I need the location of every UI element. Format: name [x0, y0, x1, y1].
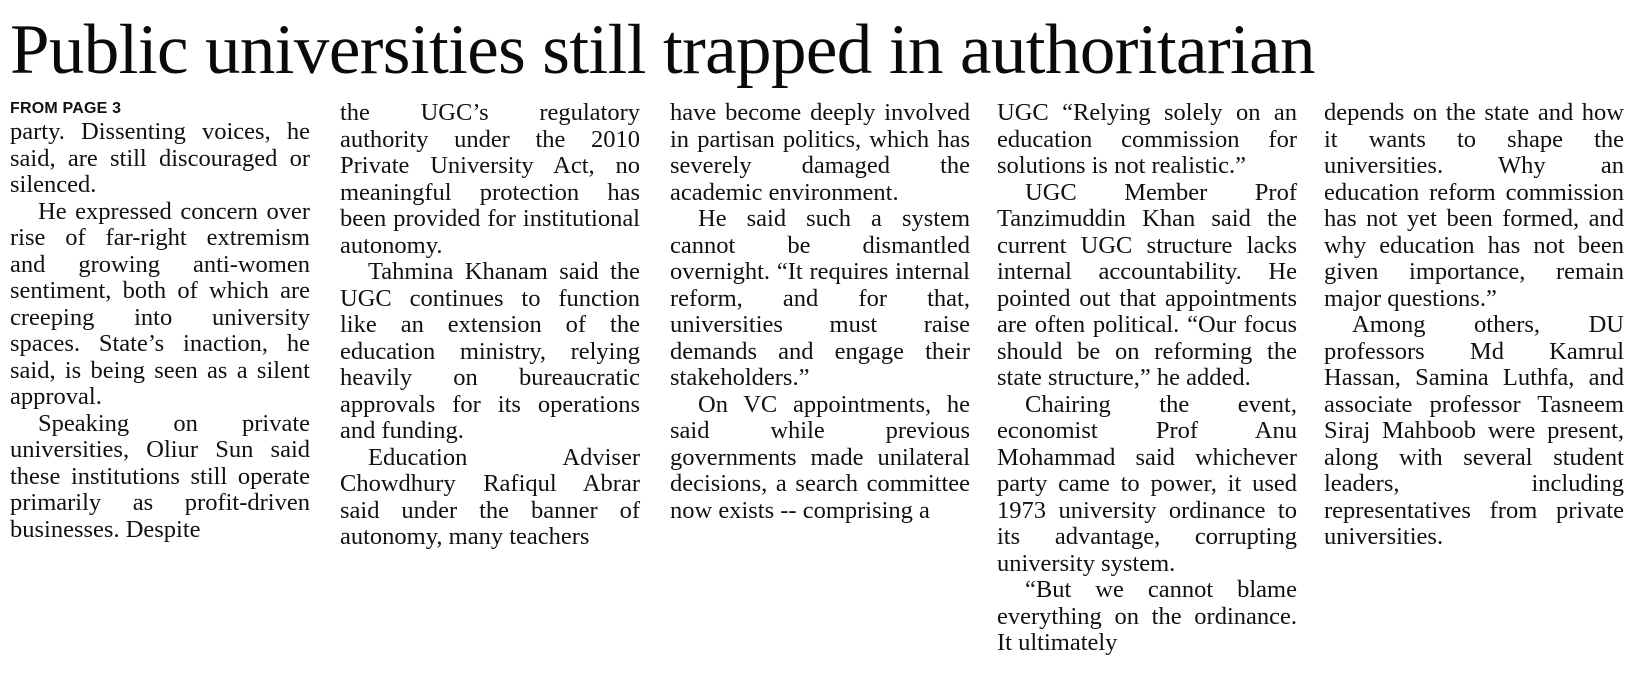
paragraph: He expressed concern over rise of far-right extremism and growing anti-women sentiment, both of which are creeping into university spaces. State’s inaction, he said, is being seen as a silent approval.: [10, 197, 310, 410]
paragraph: have become deeply involved in partisan politics, which has severely damaged the academic environment.: [670, 99, 970, 206]
paragraph: the UGC’s regulatory authority under the 2010 Private University Act, no meaningful protection has been provided for institutional autonomy.: [340, 99, 640, 259]
paragraph: Chairing the event, economist Prof Anu Mohammad said whichever party came to power, it used 1973 university ordinance to its advantage, corrupting university system.: [997, 390, 1297, 577]
paragraph: Speaking on private universities, Oliur Sun said these institutions still operate primarily as profit-driven businesses. Despite: [10, 409, 310, 543]
paragraph: Tahmina Khanam said the UGC continues to function like an extension of the education ministry, relying heavily on bureaucratic approvals for its operations and funding.: [340, 258, 640, 444]
paragraph: Education Adviser Chowdhury Rafiqul Abrar said under the banner of autonomy, many teachers: [340, 443, 640, 550]
paragraph: He said such a system cannot be dismantled overnight. “It requires internal reform, and for that, universities must raise demands and engage their stakeholders.”: [670, 205, 970, 391]
article-body: [10, 100, 1624, 696]
paragraph: depends on the state and how it wants to shape the universities. Why an education reform commission has not yet been formed, and why education has not been given importance, remain major questions.”: [1324, 99, 1624, 312]
article-column-2: [340, 100, 640, 551]
article-column-1: [10, 100, 310, 543]
paragraph: party. Dissenting voices, he said, are still discouraged or silenced.: [10, 118, 310, 198]
paragraph: UGC Member Prof Tanzimuddin Khan said the current UGC structure lacks internal accountability. He pointed out that appointments are often political. “Our focus should be on reforming the state structure,” he added.: [997, 178, 1297, 391]
article-column-3: [670, 100, 970, 524]
jump-label: FROM PAGE 3: [10, 100, 122, 117]
article-column-5: [1324, 100, 1624, 551]
paragraph: “But we cannot blame everything on the ordinance. It ultimately: [997, 576, 1297, 656]
headline: Public universities still trapped in authoritarian: [10, 11, 1315, 89]
paragraph: Among others, DU professors Md Kamrul Hassan, Samina Luthfa, and associate professor Tasneem Siraj Mahboob were present, along with several student leaders, including representatives from private universities.: [1324, 311, 1624, 550]
article-column-4: [997, 100, 1297, 657]
paragraph: On VC appointments, he said while previous governments made unilateral decisions, a search committee now exists -- comprising a: [670, 390, 970, 524]
paragraph: UGC “Relying solely on an education commission for solutions is not realistic.”: [997, 99, 1297, 179]
